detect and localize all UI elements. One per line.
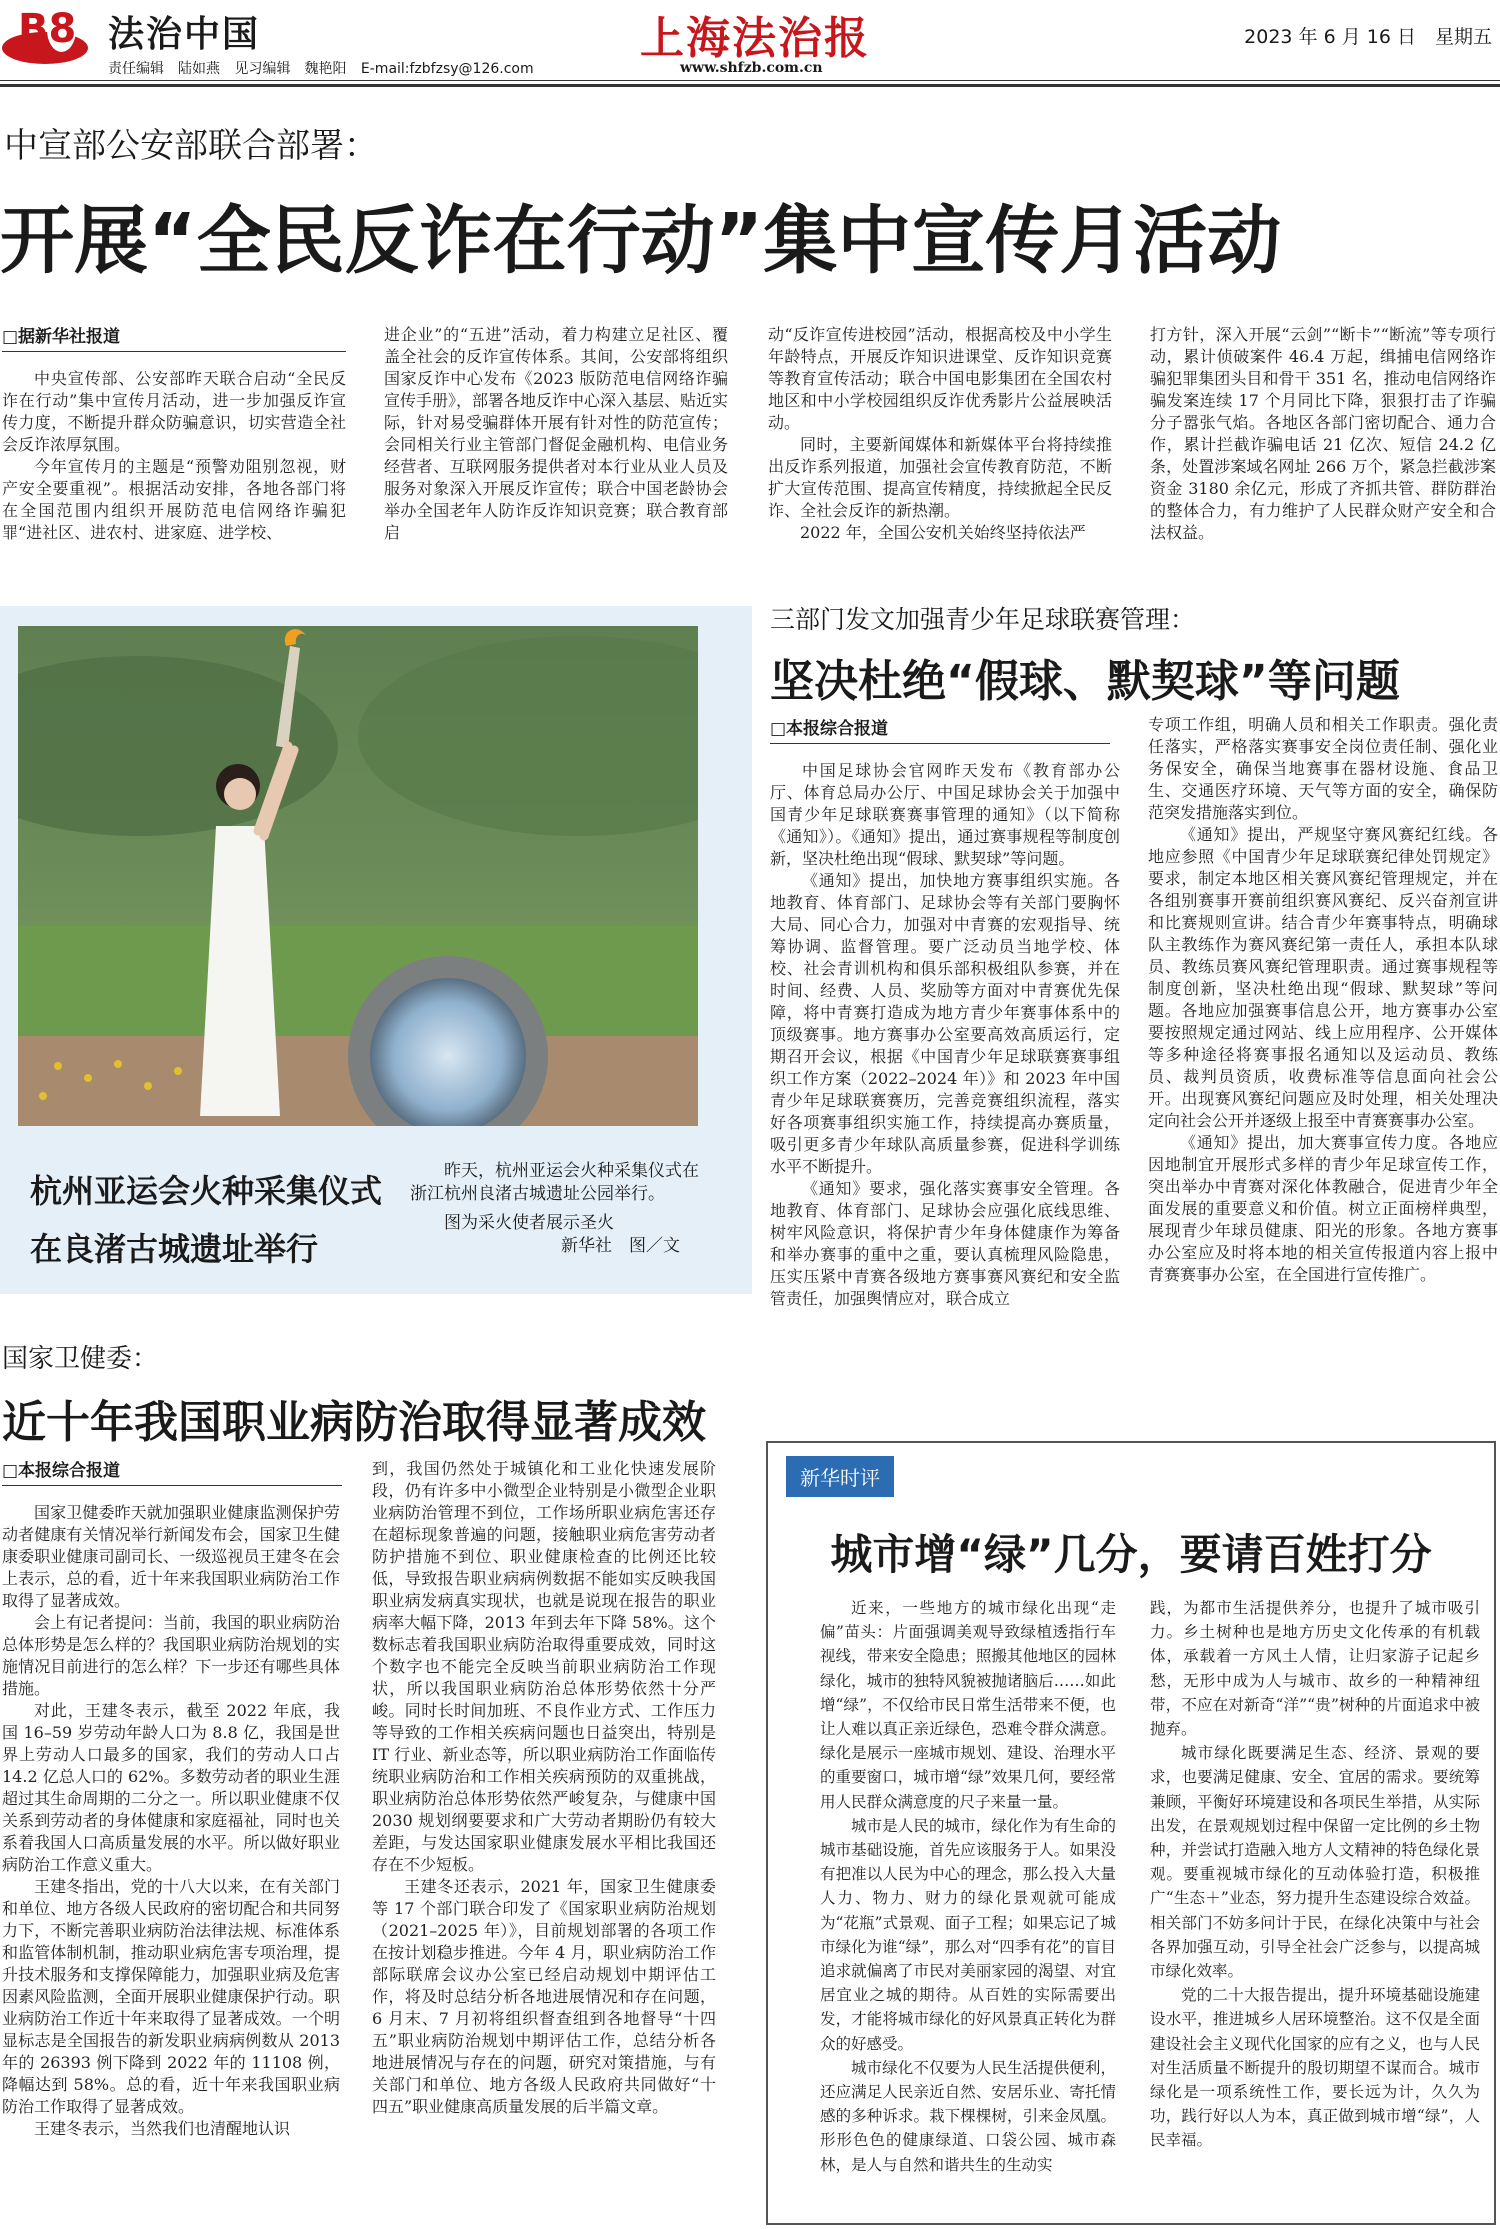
article1-source: □据新华社报道 (2, 322, 346, 352)
photo-caption-title: 杭州亚运会火种采集仪式在良渚古城遗址举行 (30, 1172, 383, 1268)
torch-lighting-image (18, 626, 698, 1126)
article3-source: □本报综合报道 (2, 1456, 342, 1486)
commentary-column-1 (820, 1596, 1116, 2214)
masthead-rule-thick (0, 84, 1500, 87)
photo-caption-text: 昨天，杭州亚运会火种采集仪式在浙江杭州良渚古城遗址公园举行。 (410, 1161, 699, 1204)
torch-photo (18, 626, 698, 1126)
article2-paragraph: 《通知》提出，加快地方赛事组织实施。各地教育、体育部门、足球协会等有关部门要胸怀大局、同心合力，加强对中青赛的宏观指导、统筹协调、监督管理。要广泛动员当地学校、体校、社会青训机构和俱乐部积极组队参赛，并在时间、经费、人员、奖励等方面对中青赛优先保障，将中青赛打造成为地方青少年赛事体系中的顶级赛事。地方赛事办公室要高效高质运行，定期召开会议，根据《中国青少年足球联赛赛事组织工作方案（2022–2024 年）》和 2023 年中国青少年足球联赛赛历，完善竞赛组织流程，落实好各项赛事组织实施工作，持续提高办赛质量，吸引更多青少年球队高质量参赛，促进科学训练水平不断提升。 (770, 871, 1120, 1176)
article1-headline: 开展“全民反诈在行动”集中宣传月活动 (0, 198, 1282, 284)
article2-column-1 (770, 760, 1120, 1392)
article1-paragraph: 同时，主要新闻媒体和新媒体平台将持续推出反诈系列报道，加强社会宣传教育防范，不断扩大宣传范围、提高宣传精度，持续掀起全民反诈、全社会反诈的新热潮。 (768, 435, 1112, 520)
article3-paragraph: 会上有记者提问：当前，我国的职业病防治总体形势是怎么样的？我国职业病防治规划的实施情况目前进行的怎么样？下一步还有哪些具体措施。 (2, 1613, 340, 1698)
newspaper-logo: 上海法治报 (640, 13, 870, 64)
article1-paragraph: 今年宣传月的主题是“预警劝阻别忽视，财产安全要重视”。根据活动安排，各地各部门将在全国范围内组织开展防范电信网络诈骗犯罪“进社区、进农村、进家庭、进学校、 (2, 457, 346, 542)
article3-column-1 (2, 1502, 340, 2224)
commentary-paragraph: 践，为都市生活提供养分，也提升了城市吸引力。乡土树种也是地方历史文化传承的有机载体，承载着一方风土人情，让归家游子记起乡愁，无形中成为人与城市、故乡的一种精神纽带，不应在对新奇“洋”“贵”树种的片面追求中被抛弃。 (1150, 1599, 1480, 1739)
editor-email[interactable]: E-mail:fzbfzsy@126.com (360, 61, 534, 77)
article3-paragraph: 王建冬指出，党的十八大以来，在有关部门和单位、地方各级人民政府的密切配合和共同努力下，不断完善职业病防治法律法规、标准体系和监管体制机制，推动职业病危害专项治理，提升技术服务和支撑保障能力，加强职业病及危害因素风险监测，全面开展职业健康保护行动。职业病防治工作近十年来取得了显著成效。一个明显标志是全国报告的新发职业病病例数从 2013 年的 26393 例下降到 2022 年的 11108 例，降幅达到 58%。总的看，近十年来我国职业病防治工作取得了显著成效。 (2, 1877, 340, 2116)
article3-paragraph: 国家卫健委昨天就加强职业健康监测保护劳动者健康有关情况举行新闻发布会，国家卫生健康委职业健康司副司长、一级巡视员王建冬在会上表示，总的看，近十年来我国职业病防治工作取得了显著成效。 (2, 1503, 340, 1610)
article1-kicker: 中宣部公安部联合部署： (4, 126, 378, 166)
article2-column-2 (1148, 714, 1498, 1386)
commentary-paragraph: 近来，一些地方的城市绿化出现“走偏”苗头：片面强调美观导致绿植透指行车视线，带来安全隐患；照搬其他地区的园林绿化，城市的独特风貌被抛诸脑后……如此增“绿”，不仅给市民日常生活带来不便，也让人难以真正亲近绿色，恐难令群众满意。绿化是展示一座城市规划、建设、治理水平的重要窗口，城市增“绿”效果几何，要经常用人民群众满意度的尺子来量一量。 (820, 1599, 1116, 1811)
commentary-paragraph: 党的二十大报告提出，提升环境基础设施建设水平，推进城乡人居环境整治。这不仅是全面建设社会主义现代化国家的应有之义，也与人民对生活质量不断提升的殷切期望不谋而合。城市绿化是一项系统性工作，要长远为计，久久为功，践行好以人为本，真正做到城市增“绿”，人民幸福。 (1150, 1986, 1480, 2150)
article2-paragraph: 《通知》提出，严规坚守赛风赛纪红线。各地应参照《中国青少年足球联赛纪律处罚规定》要求，制定本地区相关赛风赛纪管理规定，并在各组别赛事开赛前组织赛风赛纪、反兴奋剂宣讲和比赛规则宣讲。结合青少年赛事特点，明确球队主教练作为赛风赛纪第一责任人，承担本队球员、教练员赛风赛纪管理职责。通过赛事规程等制度创新，坚决杜绝出现“假球、默契球”等问题。各地应加强赛事信息公开，地方赛事办公室要按照规定通过网站、线上应用程序、公开媒体等多种途径将赛事报名通知以及运动员、教练员、裁判员资质，收费标准等信息面向社会公开。出现赛风赛纪问题应及时处理，相关处理决定向社会公开并逐级上报至中青赛赛事办公室。 (1148, 825, 1498, 1130)
article3-paragraph: 王建冬还表示，2021 年，国家卫生健康委等 17 个部门联合印发了《国家职业病防治规划（2021–2025 年）》，目前规划部署的各项工作在按计划稳步推进。今年 4 月，职业病防治工作部际联席会议办公室已经启动规划中期评估工作，将及时总结分析各地进展情况和存在问题，6 月末、7 月初将组织督查组到各地督导“十四五”职业病防治规划中期评估工作，总结分析各地进展情况与存在的问题，研究对策措施，与有关部门和单位、地方各级人民政府共同做好“十四五”职业健康高质量发展的后半篇文章。 (372, 1877, 716, 2116)
article3-paragraph: 王建冬表示，当然我们也清醒地认识 (34, 2119, 291, 2138)
trainee-editor: 见习编辑 魏艳阳 (234, 61, 347, 77)
photo-caption (410, 1160, 700, 1258)
commentary-paragraph: 城市绿化既要满足生态、经济、景观的要求，也要满足健康、安全、宜居的需求。要统筹兼顾，平衡好环境建设和各项民生举措，从实际出发，在景观规划过程中保留一定比例的乡土物种，并尝试打造融入地方人文精神的特色绿化景观。要重视城市绿化的互动体验打造，积极推广“生态＋”业态，努力提升生态建设综合效益。相关部门不妨多问计于民，在绿化决策中与社会各界加强互动，引导全社会广泛参与，以提高城市绿化效率。 (1150, 1744, 1480, 1981)
commentary-column-2 (1150, 1596, 1480, 2214)
section-name: 法治中国 (108, 14, 261, 55)
commentary-tag: 新华时评 (786, 1456, 894, 1497)
article2-headline: 坚决杜绝“假球、默契球”等问题 (770, 656, 1400, 707)
article3-paragraph: 到，我国仍然处于城镇化和工业化快速发展阶段，仍有许多中小微型企业特别是小微型企业职业病防治管理不到位，工作场所职业病危害还存在超标现象普遍的问题，接触职业病危害劳动者防护措施不到位、职业健康检查的比例还比较低，导致报告职业病病例数据不能如实反映我国职业病发病真实现状，也就是说现在报告的职业病率大幅下降，2013 年到去年下降 58%。这个数标志着我国职业病防治取得重要成效，同时这个数字也不能完全反映当前职业病防治工作现状，所以我国职业病防治总体形势依然十分严峻。同时长时间加班、不良作业方式、工作压力等导致的工作相关疾病问题也日益突出，特别是 IT 行业、新业态等，所以职业病防治工作面临传统职业病防治和工作相关疾病预防的双重挑战，职业病防治总体形势依然严峻复杂，与健康中国 2030 规划纲要要求和广大劳动者期盼仍有较大差距，与发达国家职业健康发展水平相比我国还存在不少短板。 (372, 1459, 716, 1874)
article1-paragraph: 打方针，深入开展“云剑”“断卡”“断流”等专项行动，累计侦破案件 46.4 万起，缉捕电信网络诈骗犯罪集团头目和骨干 351 名，推动电信网络诈骗发案连续 17 个月同比下降，狠狠打击了诈骗分子嚣张气焰。各地区各部门密切配合、通力合作，累计拦截诈骗电话 21 亿次、短信 24.2 亿条，处置涉案域名网址 266 万个，紧急拦截涉案资金 3180 余亿元，形成了齐抓共管、群防群治的整体合力，有力维护了人民群众财产安全和合法权益。 (1150, 325, 1496, 542)
commentary-paragraph: 城市是人民的城市，绿化作为有生命的城市基础设施，首先应该服务于人。如果没有把准以人民为中心的理念，那么投入大量人力、物力、财力的绿化景观就可能成为“花瓶”式景观、面子工程；如果忘记了城市绿化为谁“绿”，那么对“四季有花”的盲目追求就偏离了市民对美丽家园的渴望、对宜居宜业之城的期待。从百姓的实际需要出发，才能将城市绿化的好风景真正转化为群众的好感受。 (820, 1816, 1116, 2053)
commentary-paragraph: 城市绿化不仅要为人民生活提供便利，还应满足人民亲近自然、安居乐业、寄托情感的多种诉求。栽下棵棵树，引来金凤凰。形形色色的健康绿道、口袋公园、城市森林，是人与自然和谐共生的生动实 (820, 2058, 1116, 2174)
masthead-rule-thin (0, 80, 1500, 81)
article1-paragraph: 进企业”的“五进”活动，着力构建立足社区、覆盖全社会的反诈宣传体系。其间，公安部将组织国家反诈中心发布《2023 版防范电信网络诈骗宣传手册》，部署各地反诈中心深入基层、贴近实际，针对易受骗群体开展有针对性的防范宣传；会同相关行业主管部门督促金融机构、电信业务经营者、互联网服务提供者对本行业从业人员及服务对象深入开展反诈宣传；联合中国老龄协会举办全国老年人防诈反诈知识竞赛；联合教育部启 (384, 325, 728, 542)
article1-paragraph: 中央宣传部、公安部昨天联合启动“全民反诈在行动”集中宣传月活动，进一步加强反诈宣传力度，不断提升群众防骗意识，切实营造全社会反诈浓厚氛围。 (2, 369, 346, 454)
article2-paragraph: 《通知》要求，强化落实赛事安全管理。各地教育、体育部门、足球协会应强化底线思维、树牢风险意识，将保护青少年身体健康作为筹备和举办赛事的重中之重，要认真梳理风险隐患，压实压紧中青赛各级地方赛事赛风赛纪和安全监管责任，加强舆情应对，联合成立 (770, 1179, 1120, 1308)
commentary-title: 城市增“绿”几分，要请百姓打分 (830, 1530, 1432, 1579)
article3-headline: 近十年我国职业病防治取得显著成效 (2, 1397, 706, 1448)
article1-paragraph: 动“反诈宣传进校园”活动，根据高校及中小学生年龄特点，开展反诈知识进课堂、反诈知识竞赛等教育宣传活动；联合中国电影集团在全国农村地区和中小学校园组织反诈优秀影片公益展映活动。 (768, 325, 1112, 432)
website-link[interactable]: www.shfzb.com.cn (680, 60, 823, 76)
article3-kicker: 国家卫健委： (2, 1344, 159, 1374)
article2-paragraph: 专项工作组，明确人员和相关工作职责。强化责任落实，严格落实赛事安全岗位责任制、强化业务保安全，确保当地赛事在器材设施、食品卫生、交通医疗环境、天气等方面的安全，确保防范突发措施落实到位。 (1148, 715, 1498, 822)
article3-column-2 (372, 1458, 716, 2224)
chief-editor: 责任编辑 陆如燕 (108, 61, 220, 77)
article1-column-1 (2, 368, 346, 568)
article1-column-3 (768, 324, 1112, 570)
article1-column-2 (384, 324, 728, 570)
article2-paragraph: 《通知》提出，加大赛事宣传力度。各地应因地制宜开展形式多样的青少年足球宣传工作，突出举办中青赛对深化体教融合，促进青少年全面发展的重要意义和价值。树立正面榜样典型，展现青少年球员健康、阳光的形象。各地方赛事办公室应及时将本地的相关宣传报道内容上报中青赛赛事办公室，在全国进行宣传推广。 (1148, 1133, 1498, 1284)
editors-line (108, 58, 544, 78)
page-number: B8 (18, 6, 75, 52)
photo-caption-note: 图为采火使者展示圣火 (444, 1213, 614, 1233)
article2-kicker: 三部门发文加强青少年足球联赛管理： (770, 605, 1196, 634)
article1-paragraph: 2022 年，全国公安机关始终坚持依法严 (800, 523, 1086, 542)
article1-column-4 (1150, 324, 1496, 570)
issue-date: 2023 年 6 月 16 日 星期五 (1244, 26, 1492, 48)
photo-credit: 新华社 图／文 (561, 1236, 680, 1256)
page-badge (0, 6, 90, 64)
article2-paragraph: 中国足球协会官网昨天发布《教育部办公厅、体育总局办公厅、中国足球协会关于加强中国青少年足球联赛赛事管理的通知》（以下简称《通知》）。《通知》提出，通过赛事规程等制度创新，坚决杜绝出现“假球、默契球”等问题。 (770, 761, 1120, 868)
article2-source: □本报综合报道 (770, 714, 1110, 744)
article3-paragraph: 对此，王建冬表示，截至 2022 年底，我国 16–59 岁劳动年龄人口为 8.8 亿，我国是世界上劳动人口最多的国家，我们的劳动人口占 14.2 亿总人口的 62%。多数劳动者的职业生涯超过其生命周期的二分之一。所以职业健康不仅关系到劳动者的身体健康和家庭福祉，同时也关系着我国人口高质量发展的水平。所以做好职业病防治工作意义重大。 (2, 1701, 340, 1874)
